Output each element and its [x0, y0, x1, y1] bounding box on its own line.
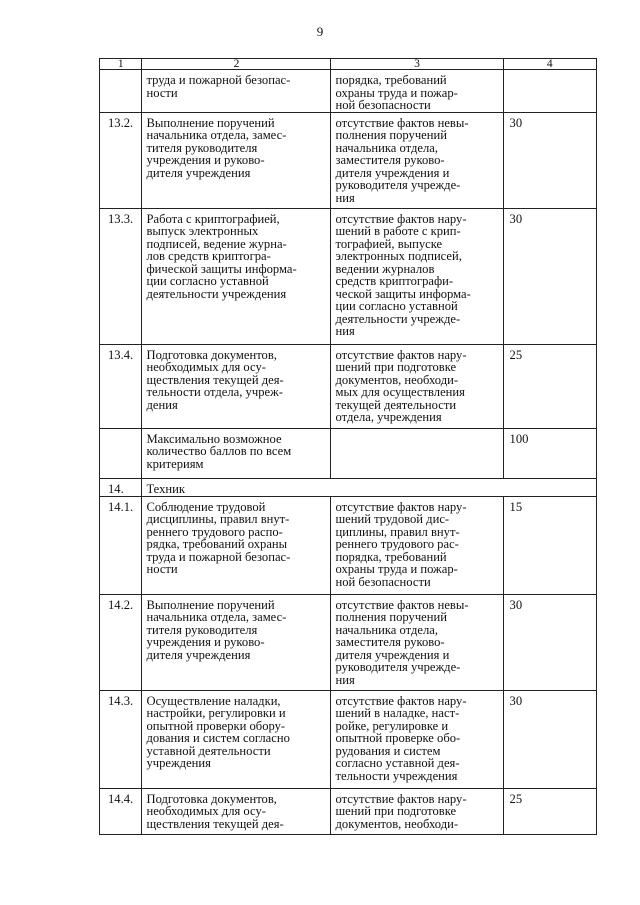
- section-title: [142, 478, 597, 496]
- indicator-cell: [331, 208, 503, 344]
- criterion-cell: [142, 594, 331, 690]
- row-number: [100, 690, 142, 788]
- row-number-text: 14.: [108, 481, 124, 496]
- indicator-cell-text: отсутствие фактов невы- полнения поручений начальника отдела, заместителя руково- дителя учреждения и руководителя учрежде- ния: [335, 597, 469, 687]
- points-cell: [503, 428, 596, 478]
- row-number: [100, 344, 142, 428]
- criterion-cell: [142, 690, 331, 788]
- row-number: [100, 594, 142, 690]
- criterion-cell-text: Подготовка документов, необходимых для осу- ществления текущей дея- тельности отдела, учреж- дения: [146, 347, 284, 412]
- column-number-3: 3: [331, 59, 503, 70]
- criterion-cell-text: Подготовка документов, необходимых для осу- ществления текущей дея-: [146, 791, 284, 831]
- indicator-cell: [331, 496, 503, 594]
- table-row: [100, 208, 597, 344]
- points-cell-text: 30: [509, 597, 523, 612]
- row-number-text: 14.2.: [108, 597, 134, 612]
- row-number-text: 13.4.: [108, 347, 134, 362]
- row-number: [100, 788, 142, 834]
- indicator-cell: [331, 690, 503, 788]
- table-row: [100, 478, 597, 496]
- indicator-cell: [331, 594, 503, 690]
- criterion-cell-text: Работа с криптографией, выпуск электронных подписей, ведение журна- лов средств криптогра- фической защиты информа- ции согласно уставной деятельности учреждения: [146, 211, 297, 301]
- points-cell-text: 25: [509, 347, 523, 362]
- indicator-cell: [331, 344, 503, 428]
- criterion-cell-text: труда и пожарной безопас- ности: [146, 73, 291, 100]
- points-cell: [503, 594, 596, 690]
- criterion-cell: [142, 208, 331, 344]
- points-cell-text: 30: [509, 693, 523, 708]
- indicator-cell: [331, 112, 503, 208]
- table-row: [100, 344, 597, 428]
- table-row: [100, 594, 597, 690]
- indicator-cell-text: отсутствие фактов нару- шений трудовой дис- циплины, правил внут- реннего трудового рас- порядка, требований охраны труда и пожар- ной безопасности: [335, 499, 467, 589]
- indicator-cell-text: отсутствие фактов невы- полнения поручений начальника отдела, заместителя руково- дителя учреждения и руководителя учрежде- ния: [335, 115, 469, 205]
- column-number-1: 1: [100, 59, 142, 70]
- points-cell: [503, 690, 596, 788]
- indicator-cell-text: отсутствие фактов нару- шений при подготовке документов, необходи-: [335, 791, 467, 831]
- indicator-cell-text: порядка, требований охраны труда и пожар- ной безопасности: [335, 73, 458, 112]
- table-row: [100, 428, 597, 478]
- criterion-cell: [142, 112, 331, 208]
- row-number: [100, 496, 142, 594]
- points-cell: [503, 496, 596, 594]
- row-number-text: 14.3.: [108, 693, 134, 708]
- table-row: [100, 70, 597, 113]
- row-number: [100, 478, 142, 496]
- row-number-text: 14.4.: [108, 791, 134, 806]
- points-cell-text: 15: [509, 499, 523, 514]
- criterion-cell: [142, 428, 331, 478]
- criterion-cell-text: Осуществление наладки, настройки, регулировки и опытной проверки обору- дования и систем согласно уставной деятельности учреждения: [146, 693, 290, 770]
- table-row: [100, 496, 597, 594]
- page-number: 9: [316, 24, 324, 39]
- criteria-table: [99, 58, 597, 835]
- points-cell: [503, 788, 596, 834]
- column-number-2: 2: [142, 59, 331, 70]
- row-number-text: 13.2.: [108, 115, 134, 130]
- table-row: [100, 788, 597, 834]
- indicator-cell-text: отсутствие фактов нару- шений в наладке, наст- ройке, регулировке и опытной проверке обо- рудования и систем согласно уставной дея- тельности учреждения: [335, 693, 467, 783]
- points-cell: [503, 112, 596, 208]
- table-header-row: [100, 59, 597, 70]
- indicator-cell: [331, 70, 503, 113]
- row-number-text: 14.1.: [108, 499, 134, 514]
- points-cell: [503, 208, 596, 344]
- points-cell: [503, 70, 596, 113]
- criterion-cell-text: Выполнение поручений начальника отдела, замес- тителя руководителя учреждения и руково- дителя учреждения: [146, 597, 287, 662]
- row-number: [100, 208, 142, 344]
- criterion-cell: [142, 344, 331, 428]
- indicator-cell: [331, 428, 503, 478]
- indicator-cell-text: отсутствие фактов нару- шений в работе с крип- тографией, выпуске электронных подписей, ведении журналов средств криптографи- ческой защиты информа- ции согласно уставной деятельности учрежде- ния: [335, 211, 471, 338]
- row-number: [100, 70, 142, 113]
- table-row: [100, 112, 597, 208]
- criterion-cell: [142, 788, 331, 834]
- criterion-cell-text: Выполнение поручений начальника отдела, замес- тителя руководителя учреждения и руково- дителя учреждения: [146, 115, 287, 180]
- row-number: [100, 112, 142, 208]
- points-cell-text: 30: [509, 115, 523, 130]
- points-cell-text: 100: [509, 431, 529, 446]
- column-number-4: 4: [503, 59, 596, 70]
- points-cell-text: 25: [509, 791, 523, 806]
- indicator-cell-text: отсутствие фактов нару- шений при подготовке документов, необходи- мых для осуществления текущей деятельности отдела, учреждения: [335, 347, 467, 424]
- row-number: [100, 428, 142, 478]
- points-cell-text: 30: [509, 211, 523, 226]
- section-title-text: Техник: [146, 481, 185, 496]
- row-number-text: 13.3.: [108, 211, 134, 226]
- points-cell: [503, 344, 596, 428]
- indicator-cell: [331, 788, 503, 834]
- criterion-cell-text: Максимально возможное количество баллов по всем критериям: [146, 431, 292, 471]
- criterion-cell: [142, 496, 331, 594]
- table-row: [100, 690, 597, 788]
- criterion-cell: [142, 70, 331, 113]
- criterion-cell-text: Соблюдение трудовой дисциплины, правил внут- реннего трудового распо- рядка, требований охраны труда и пожарной безопас- ности: [146, 499, 291, 576]
